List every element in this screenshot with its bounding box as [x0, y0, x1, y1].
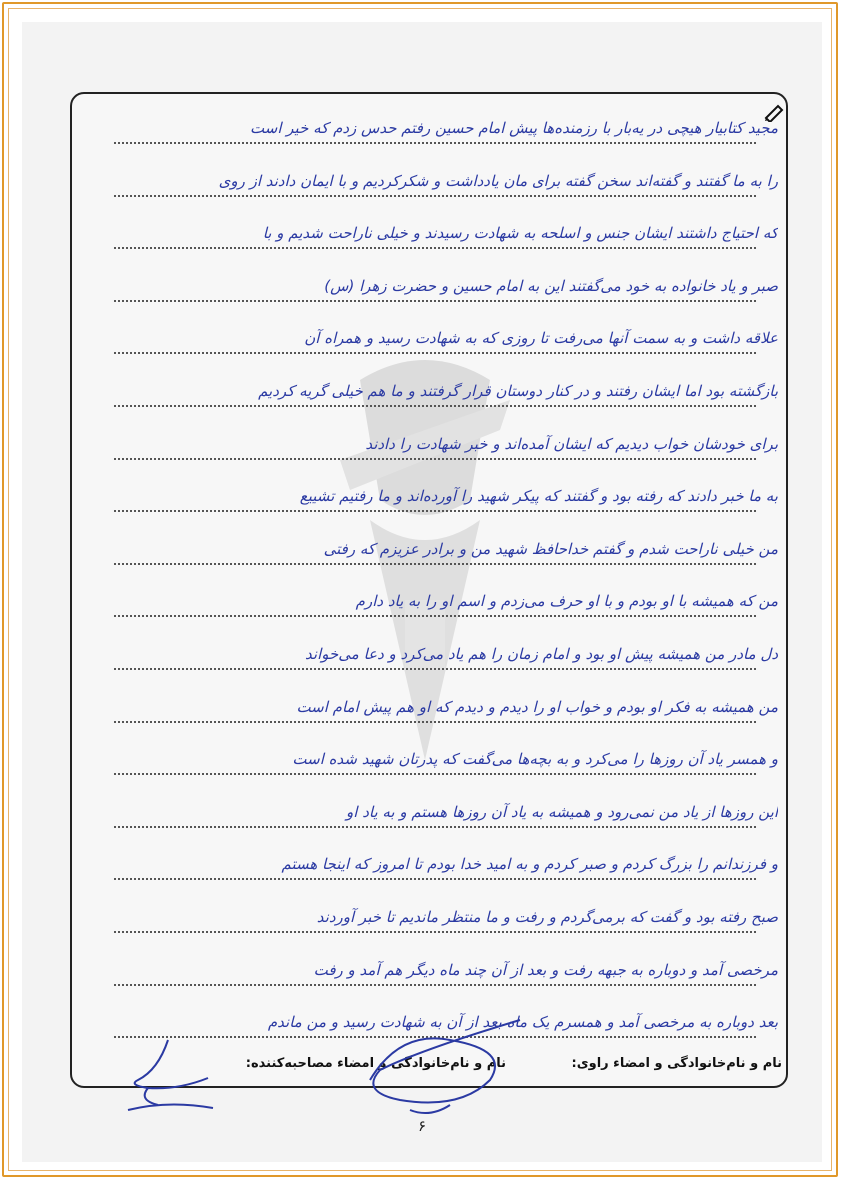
dotted-rule — [114, 300, 756, 302]
handwritten-line-text: به ما خبر دادند که رفته بود و گفتند که پیکر شهید را آورده‌اند و ما رفتیم تشییع — [299, 487, 778, 506]
dotted-rule — [114, 878, 756, 880]
handwritten-line-text: من خیلی ناراحت شدم و گفتم خداحافظ شهید من و برادر عزیزم که رفتی — [323, 539, 778, 558]
handwritten-line — [84, 940, 786, 990]
handwritten-line-text: دل مادر من همیشه پیش او بود و امام زمان را هم یاد می‌کرد و دعا می‌خواند — [305, 645, 778, 663]
dotted-rule — [114, 826, 756, 828]
handwritten-line — [84, 361, 786, 411]
dotted-rule — [114, 668, 756, 670]
handwritten-line — [84, 466, 786, 516]
dotted-rule — [114, 458, 756, 460]
handwritten-line — [84, 519, 786, 569]
dotted-rule — [114, 405, 756, 407]
handwritten-line-text: برای خودشان خواب دیدیم که ایشان آمده‌اند و خبر شهادت را دادند — [365, 434, 778, 453]
handwritten-line-text: این روزها از یاد من نمی‌رود و همیشه به یاد آن روزها هستم و به یاد او — [346, 802, 778, 821]
handwritten-line — [84, 308, 786, 358]
dotted-rule — [114, 615, 756, 617]
dotted-rule — [114, 563, 756, 565]
handwritten-line-text: و فرزندانم را بزرگ کردم و صبر کردم و به امید خدا بودم تا امروز که اینجا هستم — [281, 855, 778, 874]
handwritten-line — [84, 729, 786, 779]
handwritten-line-text: من که همیشه با او بودم و با او حرف می‌زدم و اسم او را به یاد دارم — [355, 592, 778, 611]
handwritten-line-text: که احتیاج داشتند ایشان جنس و اسلحه به شهادت رسیدند و خیلی ناراحت شدیم و با — [262, 224, 778, 243]
handwritten-line — [84, 203, 786, 253]
handwritten-line — [84, 98, 786, 148]
handwritten-line — [84, 887, 786, 937]
handwritten-line-text: مرخصی آمد و دوباره به جبهه رفت و بعد از آن چند ماه دیگر هم آمد و رفت — [313, 960, 778, 979]
handwritten-line-text: صبر و یاد خانواده به خود می‌گفتند این به امام حسین و حضرت زهرا (س) — [324, 276, 778, 295]
page-number: ۶ — [417, 1117, 427, 1135]
narrator-signature-label: نام و نام‌خانوادگی و امضاء راوی: — [571, 1056, 782, 1071]
dotted-rule — [114, 510, 756, 512]
handwritten-line-text: علاقه داشت و به سمت آنها می‌رفت تا روزی که به شهادت رسید و همراه آن — [304, 329, 778, 348]
dotted-rule — [114, 142, 756, 144]
handwritten-line-text: بعد دوباره به مرخصی آمد و همسرم یک ماه بعد از آن به شهادت رسید و من ماندم — [267, 1013, 778, 1032]
dotted-rule — [114, 931, 756, 933]
handwritten-line — [84, 256, 786, 306]
handwritten-line — [84, 624, 786, 674]
handwritten-line — [84, 782, 786, 832]
handwritten-line — [84, 571, 786, 621]
dotted-rule — [114, 721, 756, 723]
handwritten-line-text: مجید کتابیار هیچی در یه‌بار با رزمنده‌ها پیش امام حسین رفتم حدس زدم که خیر است — [250, 119, 778, 137]
dotted-rule — [114, 984, 756, 986]
handwritten-line-text: من همیشه به فکر او بودم و خواب او را دیدم و دیدم که او هم پیش امام است — [296, 697, 778, 716]
handwritten-line-text: را به ما گفتند و گفته‌اند سخن گفته برای مان یادداشت و شکرکردیم و با ایمان دادند از روی — [218, 171, 778, 190]
narrator-signature-icon — [118, 1030, 218, 1120]
interviewer-signature-label: نام و نام‌خانوادگی و امضاء مصاحبه‌کننده: — [245, 1056, 506, 1071]
interviewer-signature-icon — [340, 1000, 540, 1120]
handwritten-line — [84, 677, 786, 727]
handwritten-line-text: صبح رفته بود و گفت که برمی‌گردم و رفت و ما منتظر ماندیم تا خبر آوردند — [316, 908, 778, 926]
handwritten-line — [84, 151, 786, 201]
handwritten-line — [84, 834, 786, 884]
dotted-rule — [114, 773, 756, 775]
handwritten-line-text: بازگشته بود اما ایشان رفتند و در کنار دوستان قرار گرفتند و ما هم خیلی گریه کردیم — [258, 382, 778, 400]
dotted-rule — [114, 247, 756, 249]
dotted-rule — [114, 195, 756, 197]
handwritten-line — [84, 414, 786, 464]
dotted-rule — [114, 352, 756, 354]
handwritten-line-text: و همسر یاد آن روزها را می‌کرد و به بچه‌ها می‌گفت که پدرتان شهید شده است — [292, 750, 778, 769]
